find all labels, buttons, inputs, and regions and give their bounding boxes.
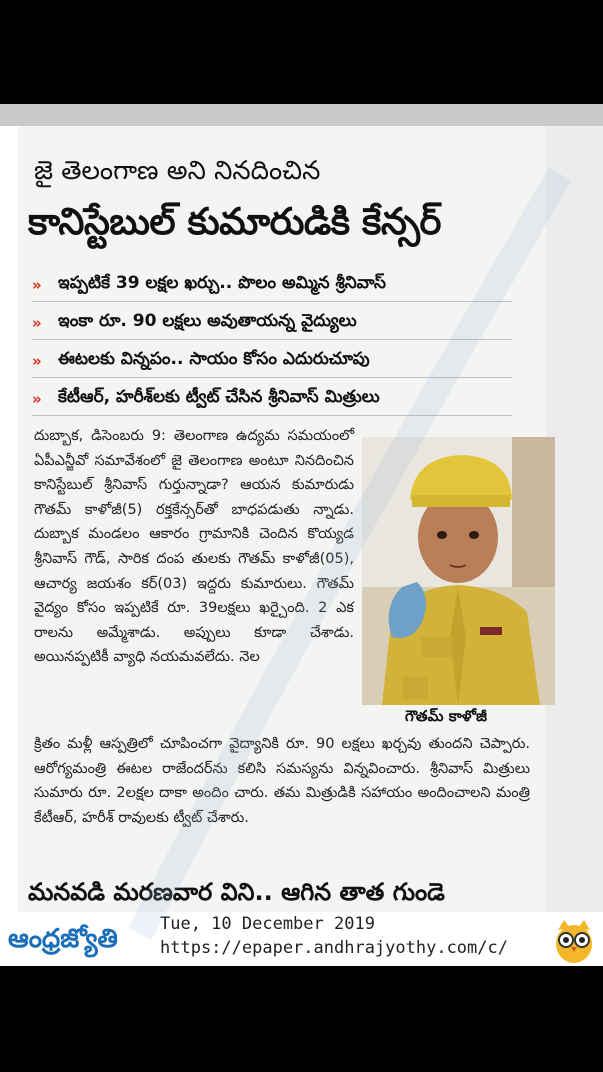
double-arrow-icon: »: [32, 389, 42, 408]
article-body-continued: క్రితం మళ్లీ ఆస్పత్రిలో చూపించగా వైద్యానికి రూ. 90 లక్షలు ఖర్చవు తుందని చెప్పారు. ఆరోగ్యమంత్రి ఈటల రాజేందర్‌ను కలిసి సమస్యను విన్నవించారు. శ్రీనివాస్ మిత్రులు సుమారు రూ. 2లక్షల దాకా అందిం చారు. తమ మిత్రుడికి సహాయం అందించాలని మంత్రి కేటీఆర్, హరీశ్ రావులకు ట్వీట్ చేశారు.: [34, 736, 530, 826]
next-article-headline: మనవడి మరణవార విని.. ఆగిన తాత గుండె: [28, 878, 445, 906]
headline: కానిస్టేబుల్ కుమారుడికి కేన్సర్: [28, 200, 441, 243]
publish-date: Tue, 10 December 2019: [160, 914, 375, 934]
source-url[interactable]: https://epaper.andhrajyothy.com/c/: [160, 938, 508, 958]
source-footer: [0, 912, 603, 966]
highlight-item: » కేటీఆర్, హరీశ్‌లకు ట్వీట్ చేసిన శ్రీనివాస్ మిత్రులు: [32, 382, 512, 416]
highlights-list: [32, 268, 512, 420]
highlight-item: » ఈటలకు విన్నపం.. సాయం కోసం ఎదురుచూపు: [32, 344, 512, 378]
highlight-item: » ఇప్పటికే 39 లక్షల ఖర్చు.. పొలం అమ్మిన శ్రీనివాస్: [32, 268, 512, 302]
highlight-item: » ఇంకా రూ. 90 లక్షలు అవుతాయన్న వైద్యులు: [32, 306, 512, 340]
child-police-uniform-illustration: [362, 437, 555, 705]
kicker: జై తెలంగాణ అని నినదించిన: [34, 156, 321, 186]
double-arrow-icon: »: [32, 351, 42, 370]
newspaper-logo: ఆంధ్రజ్యోతి: [8, 924, 118, 954]
child-photo: [362, 437, 555, 705]
top-gray-strip: [0, 104, 603, 126]
owl-icon: [552, 916, 596, 964]
epaper-clipping: [0, 104, 603, 966]
double-arrow-icon: »: [32, 313, 42, 332]
article-body-column: దుబ్బాక, డిసెంబరు 9: తెలంగాణ ఉద్యమ సమయంలో ఏపీఎన్జీవో సమావేశంలో జై తెలంగాణ అంటూ నినదించిన కానిస్టేబుల్ శ్రీనివాస్ గుర్తున్నాడా? ఆయన కుమారుడు గౌతమ్ కాళోజీ(5) రక్తకేన్సర్‌తో బాధపడుతు న్నాడు. దుబ్బాక మండలం ఆకారం గ్రామానికి చెందిన కొయ్యడ శ్రీనివాస్ గౌడ్, సారిక దంప తులకు గౌతమ్ కాళోజీ(05), ఆచార్య జయశం కర్(03) ఇద్దరు కుమారులు. గౌతమ్ వైద్యం కోసం ఇప్పటికే రూ. 39లక్షలు ఖర్చైంది. 2 ఎక రాలను అమ్మేశాడు. అప్పులు కూడా చేశాడు. అయినప్పటికీ వ్యాధి నయమవలేదు. నెల: [34, 428, 354, 666]
double-arrow-icon: »: [32, 275, 42, 294]
photo-caption: గౌతమ్ కాళోజీ: [405, 707, 487, 725]
